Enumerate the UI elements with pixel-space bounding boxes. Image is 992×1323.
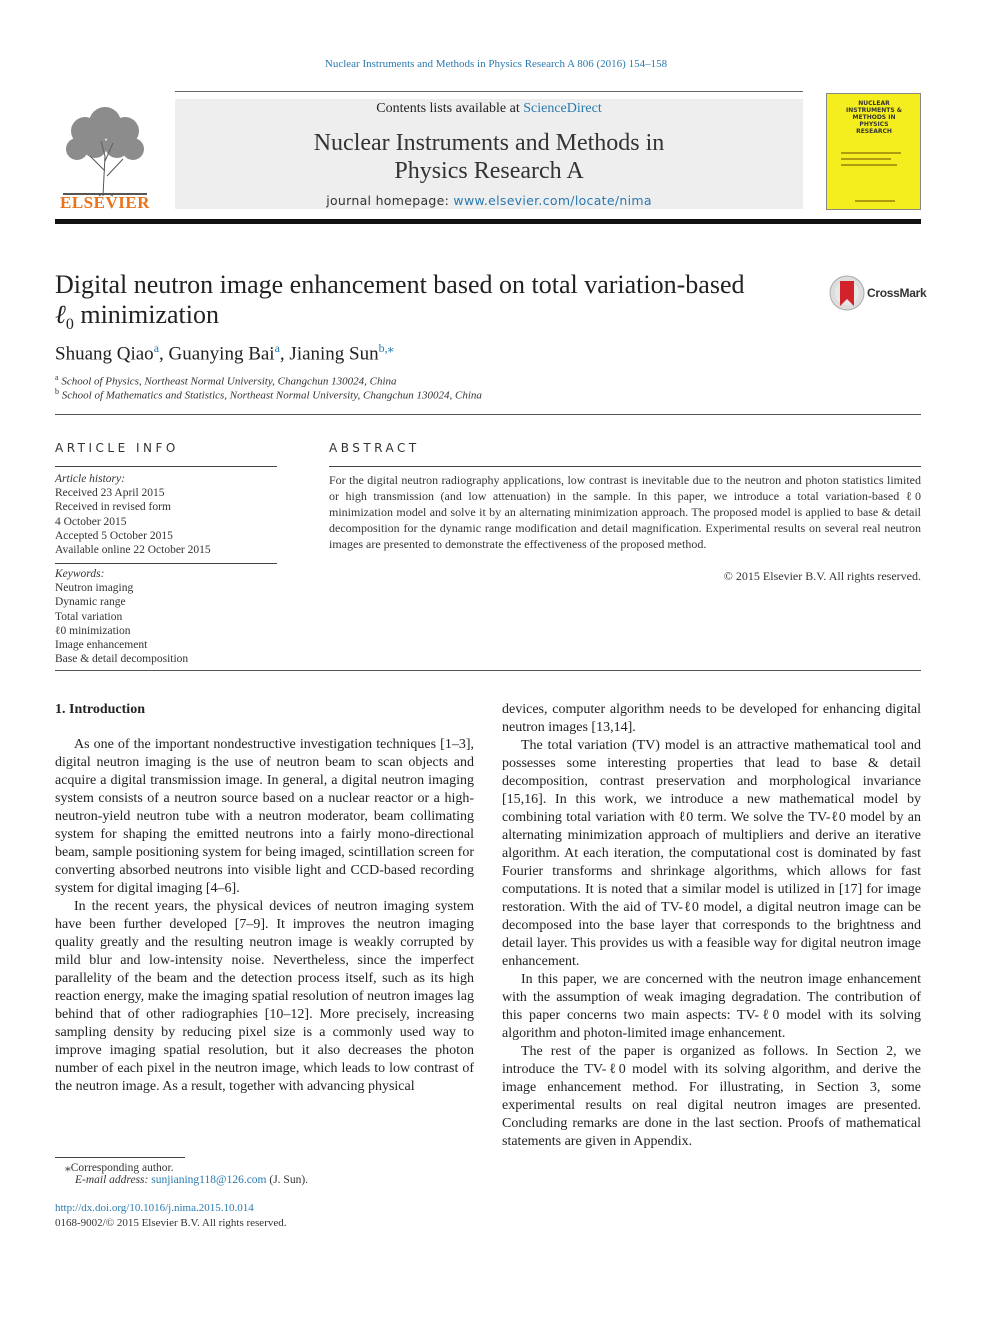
right-column (502, 701, 921, 1151)
article-info-rule (55, 466, 277, 467)
journal-masthead (55, 91, 921, 225)
masthead-top-rule (175, 91, 803, 92)
journal-cover-image (826, 93, 921, 210)
affiliation (55, 373, 397, 388)
ell-subscript: 0 (65, 316, 74, 334)
cover-stripe (841, 164, 897, 166)
doi-link[interactable] (55, 1202, 254, 1214)
ell-symbol: ℓ (55, 300, 66, 329)
masthead-bottom-rule (55, 219, 921, 224)
contents-prefix: Contents lists available at (376, 101, 524, 116)
abstract-rule (329, 466, 921, 467)
paragraph: In this paper, we are concerned with the neutron image enhancement with the assumption of weak imaging degradation. The contribution of this paper concerns two main aspects: TV-ℓ0 model with its solving algorithm and photon-limited image enhancement. (502, 972, 921, 1041)
author-sup[interactable]: a (153, 341, 160, 355)
email-label: E-mail address: (75, 1174, 152, 1186)
paragraph: As one of the important nondestructive investigation techniques [1–3], digital neutron imaging is the use of neutron beam to scan objects and acquire a digital transmission image. In general, a digital neutron imaging system consists of a neutron source based on a nuclear reactor or a high-neutron-yield neutron tube with a neutron moderator, beam collimating system for shaping the emitted neutrons into a fairly mono-directional beam, sample positioning system for being imaged, scintillation screen for converting absorbed neutrons into visible light and CCD-based recording system for digital imaging [4–6]. (55, 737, 474, 896)
masthead-center-box (175, 99, 803, 209)
author-sup[interactable]: a (274, 341, 280, 355)
journal-homepage-line (175, 193, 803, 208)
email-suffix: (J. Sun). (266, 1174, 309, 1186)
keyword-item: Base & detail decomposition (55, 653, 189, 666)
footnote-rule (55, 1157, 185, 1158)
history-item: 4 October 2015 (55, 515, 127, 528)
cover-title: NUCLEAR INSTRUMENTS & METHODS IN PHYSICS RESEARCH (846, 100, 902, 135)
journal-title-line1: Nuclear Instruments and Methods in (313, 130, 665, 156)
crossmark-icon (829, 275, 865, 311)
affiliation-text: School of Physics, Northeast Normal University, Changchun 130024, China (61, 375, 397, 388)
homepage-link[interactable]: www.elsevier.com/locate/nima (453, 193, 652, 208)
publisher-name: ELSEVIER (60, 193, 150, 212)
homepage-prefix: journal homepage: (326, 193, 454, 208)
keywords-rule (55, 563, 277, 564)
keyword-item: Image enhancement (55, 639, 148, 652)
corresponding-author-note: ⁎Corresponding author. (65, 1162, 174, 1174)
paragraph: In the recent years, the physical devices of neutron imaging system have been further developed [7–9]. It improves the neutron imaging quality greatly and the resulting neutron image is weakly corrupted by mild blur and low-intensity noise. Nevertheless, since the imperfect parallelity of the beam and the detection process itself, such as its high reaction energy, make the imaging spatial resolution of neutron images lag behind that of other radiographies [10–12]. More precisely, increasing sampling density by reducing pixel size is a commonly used way to improve imaging spatial resolution, but it also decreases the photon number of each pixel in the neutron image, which leads to low contrast of the neutron image. As a result, together with advancing physical (55, 899, 474, 1094)
history-item: Received in revised form (55, 501, 171, 514)
doi-text[interactable]: http://dx.doi.org/10.1016/j.nima.2015.10.014 (55, 1202, 254, 1214)
keywords-label: Keywords: (55, 568, 105, 580)
author-name[interactable]: Shuang Qiao (55, 343, 154, 365)
author-list: Shuang Qiao$^a$, Guanying Bai$^a$, Jianing Sun$^{b,⁎}$ (55, 341, 394, 365)
front-matter-divider (55, 670, 921, 671)
affiliation (55, 387, 482, 402)
history-item: Available online 22 October 2015 (55, 544, 211, 557)
article-title (55, 270, 795, 340)
email-link[interactable]: sunjianing118@126.com (151, 1174, 267, 1186)
article-title-line2 (55, 300, 795, 340)
title-rest: minimization (73, 300, 219, 329)
sciencedirect-link[interactable]: ScienceDirect (523, 101, 602, 116)
keyword-item: Neutron imaging (55, 582, 134, 595)
paragraph: The total variation (TV) model is an attractive mathematical tool and possesses some interesting properties that lead to base & detail decomposition, contrast preservation and morphological invariance [15,16]. In this work, we introduce a new mathematical model by combining total variation with ℓ0 term. We solve the TV-ℓ0 model by an alternating minimization approach of multipliers and derive an iterative algorithm. At each iteration, the computational cost is dominated by fast Fourier transforms and shrinkage algorithms, which allows for fast computations. It is noted that a similar model is utilized in [17] for image restoration. With the aid of TV-ℓ0 model, a digital neutron image can be decomposed into the base layer that corresponds to the brightness and detail layer. This provides us with a feasible way for digital neutron image enhancement. (502, 738, 921, 969)
keywords-list (55, 567, 277, 666)
abstract-text: For the digital neutron radiography applications, low contrast is inevitable due to the neutron and photon statistics limited or high transmission (and low attenuation) in the sample. In this paper, we introduce a total variation-based ℓ0 minimization model and solve it by an alternating minimization approach. The proposed model is applied to base & detail decomposition for the dynamic range modification and detail magnification. Experimental results on several real neutron images are presented to demonstrate the effectiveness of the proposed method. (329, 473, 921, 551)
keyword-item: ℓ0 minimization (55, 624, 131, 637)
author-name[interactable]: Jianing Sun (289, 343, 379, 365)
paragraph: devices, computer algorithm needs to be developed for enhancing digital neutron images [13,14]. (502, 702, 921, 735)
affiliation-sup: a (55, 373, 59, 382)
author-sup[interactable]: b,⁎ (378, 341, 394, 355)
crossmark-label: CrossMark (867, 286, 927, 300)
cover-stripe (841, 158, 891, 160)
email-note (75, 1174, 308, 1186)
contents-available-line (175, 101, 803, 117)
article-title-line1: Digital neutron image enhancement based on total variation-based (55, 270, 745, 299)
article-info-header: ARTICLE INFO (55, 441, 179, 455)
abstract-header: ABSTRACT (329, 441, 420, 455)
author-name[interactable]: Guanying Bai (168, 343, 275, 365)
section-title: 1. Introduction (55, 702, 145, 717)
history-item: Received 23 April 2015 (55, 487, 165, 500)
affiliation-text: School of Mathematics and Statistics, Northeast Normal University, Changchun 130024, China (61, 389, 482, 402)
abstract-copyright: © 2015 Elsevier B.V. All rights reserved. (723, 569, 921, 583)
keyword-item: Total variation (55, 610, 123, 623)
article-history (55, 472, 277, 557)
journal-title-line2: Physics Research A (394, 158, 584, 184)
history-item: Accepted 5 October 2015 (55, 529, 173, 542)
affiliation-sup: b (55, 387, 59, 396)
running-head[interactable]: Nuclear Instruments and Methods in Physics Research A 806 (2016) 154–158 (324, 58, 668, 70)
cover-stripe (855, 200, 895, 202)
journal-title (175, 129, 803, 185)
paragraph: The rest of the paper is organized as follows. In Section 2, we introduce the TV-ℓ0 model with its solving algorithm, and derive the image enhancement method. For illustrating, in Section 3, some experimental results on real digital neutron images are presented. Concluding remarks are done in the last section. Proofs of mathematical statements are given in Appendix. (502, 1044, 921, 1149)
issn-line: 0168-9002/© 2015 Elsevier B.V. All rights reserved. (55, 1217, 287, 1229)
left-column (55, 736, 474, 1096)
cover-stripe (841, 152, 901, 154)
crossmark-button[interactable] (829, 275, 929, 311)
keyword-item: Dynamic range (55, 596, 126, 609)
header-divider (55, 414, 921, 415)
history-label: Article history: (55, 473, 125, 485)
